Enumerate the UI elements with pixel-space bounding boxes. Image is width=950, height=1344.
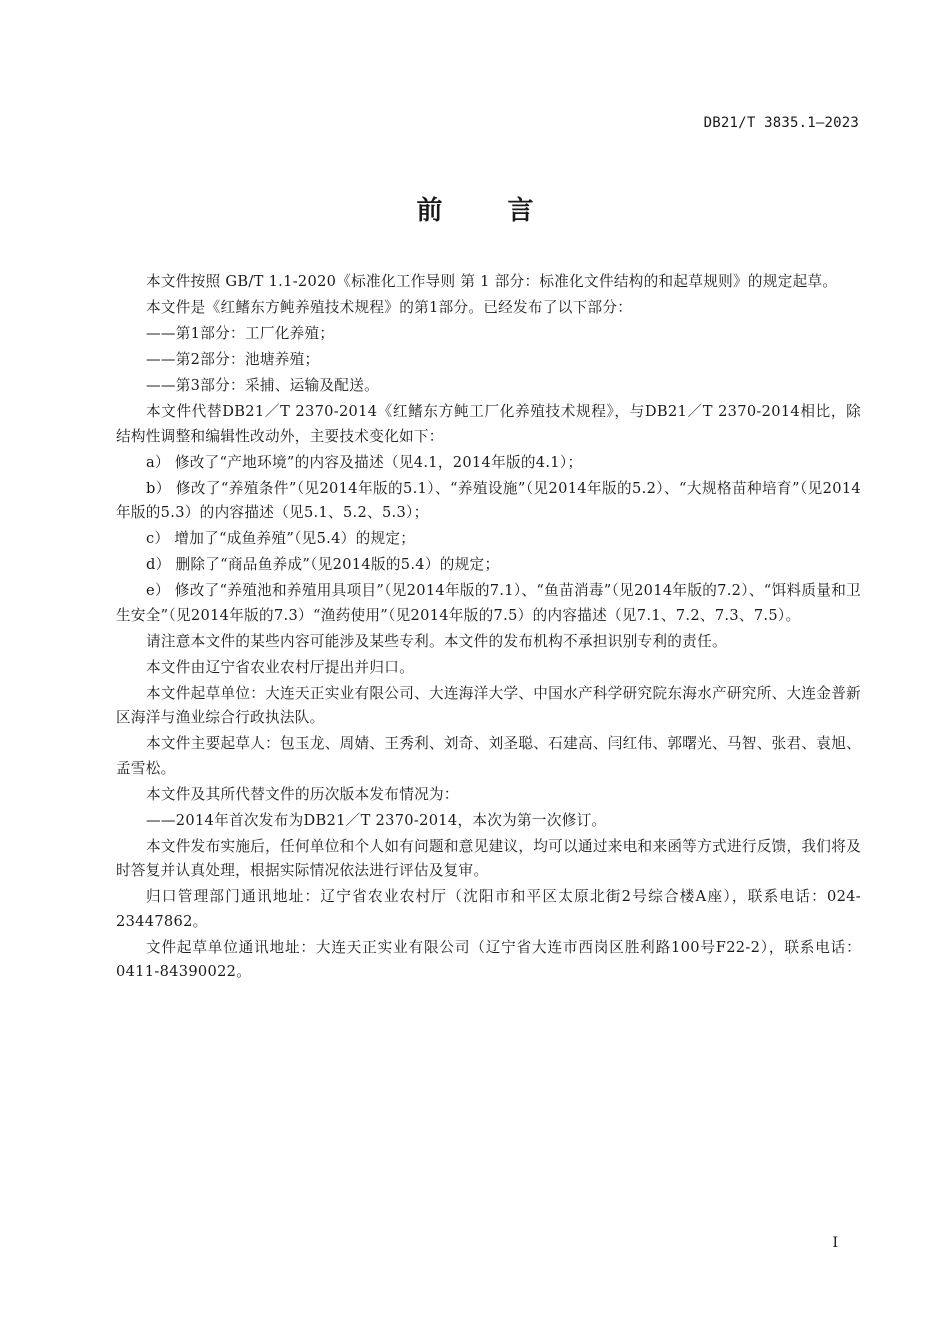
list-item-change-e: e） 修改了“养殖池和养殖用具项目”（见2014年版的7.1）、“鱼苗消毒”（见2014年版的7.2）、“饵料质量和卫生安全”（见2014年版的7.3）“渔药使用”（见2014年版的7.5）的内容描述（见7.1、7.2、7.3、7.5）。 [116, 582, 861, 624]
list-item-change-a: a） 修改了“产地环境”的内容及描述（见4.1，2014年版的4.1）； [146, 453, 583, 471]
list-item-history-2014: ——2014年首次发布为DB21／T 2370-2014，本次为第一次修订。 [146, 811, 607, 829]
paragraph-authority-address: 归口管理部门通讯地址：辽宁省农业农村厅（沈阳市和平区太原北街2号综合楼A座），联系电话：024-23447862。 [116, 888, 861, 930]
page-number: I [832, 1235, 838, 1251]
page-title: 前 言 [416, 196, 562, 226]
list-item-change-c: c） 增加了“成鱼养殖”（见5.4）的规定； [146, 530, 416, 547]
list-item-part-3: ——第3部分：采捕、运输及配送。 [146, 377, 379, 394]
list-item-part-1: ——第1部分：工厂化养殖； [146, 325, 335, 342]
document-code: DB21/T 3835.1—2023 [703, 115, 859, 131]
paragraph-patent-notice: 请注意本文件的某些内容可能涉及某些专利。本文件的发布机构不承担识别专利的责任。 [146, 632, 727, 650]
paragraph-history-intro: 本文件及其所代替文件的历次版本发布情况为： [146, 785, 459, 803]
paragraph-drafters: 本文件主要起草人：包玉龙、周婧、王秀利、刘奇、刘圣聪、石建高、闫红伟、郭曙光、马智、张君、袁旭、孟雪松。 [116, 735, 861, 777]
paragraph-series-parts: 本文件是《红鳍东方鲀养殖技术规程》的第1部分。已经发布了以下部分： [146, 299, 633, 316]
list-item-part-2: ——第2部分：池塘养殖； [146, 351, 320, 368]
list-item-change-b: b） 修改了“养殖条件”（见2014年版的5.1）、“养殖设施”（见2014年版的5.2）、“大规格苗种培育”（见2014年版的5.3）的内容描述（见5.1、5.2、5.3）； [116, 479, 861, 521]
paragraph-drafter-address: 文件起草单位通讯地址：大连天正实业有限公司（辽宁省大连市西岗区胜利路100号F22-2），联系电话：0411-84390022。 [116, 938, 861, 980]
paragraph-drafting-units: 本文件起草单位：大连天正实业有限公司、大连海洋大学、中国水产科学研究院东海水产研究所、大连金普新区海洋与渔业综合行政执法队。 [116, 684, 861, 726]
foreword-body [116, 270, 861, 986]
paragraph-feedback: 本文件发布实施后，任何单位和个人如有问题和意见建议，均可以通过来电和来函等方式进行反馈，我们将及时答复并认真处理，根据实际情况依法进行评估及复审。 [116, 837, 861, 879]
paragraph-drafting-basis: 本文件按照 GB/T 1.1-2020《标准化工作导则 第 1 部分：标准化文件结构的和起草规则》的规定起草。 [146, 273, 838, 290]
list-item-change-d: d） 删除了“商品鱼养成”（见2014版的5.4）的规定； [146, 556, 500, 573]
paragraph-proposer: 本文件由辽宁省农业农村厅提出并归口。 [146, 658, 415, 676]
paragraph-replaces: 本文件代替DB21／T 2370-2014《红鳍东方鲀工厂化养殖技术规程》，与DB21／T 2370-2014相比，除结构性调整和编辑性改动外，主要技术变化如下： [116, 403, 861, 445]
